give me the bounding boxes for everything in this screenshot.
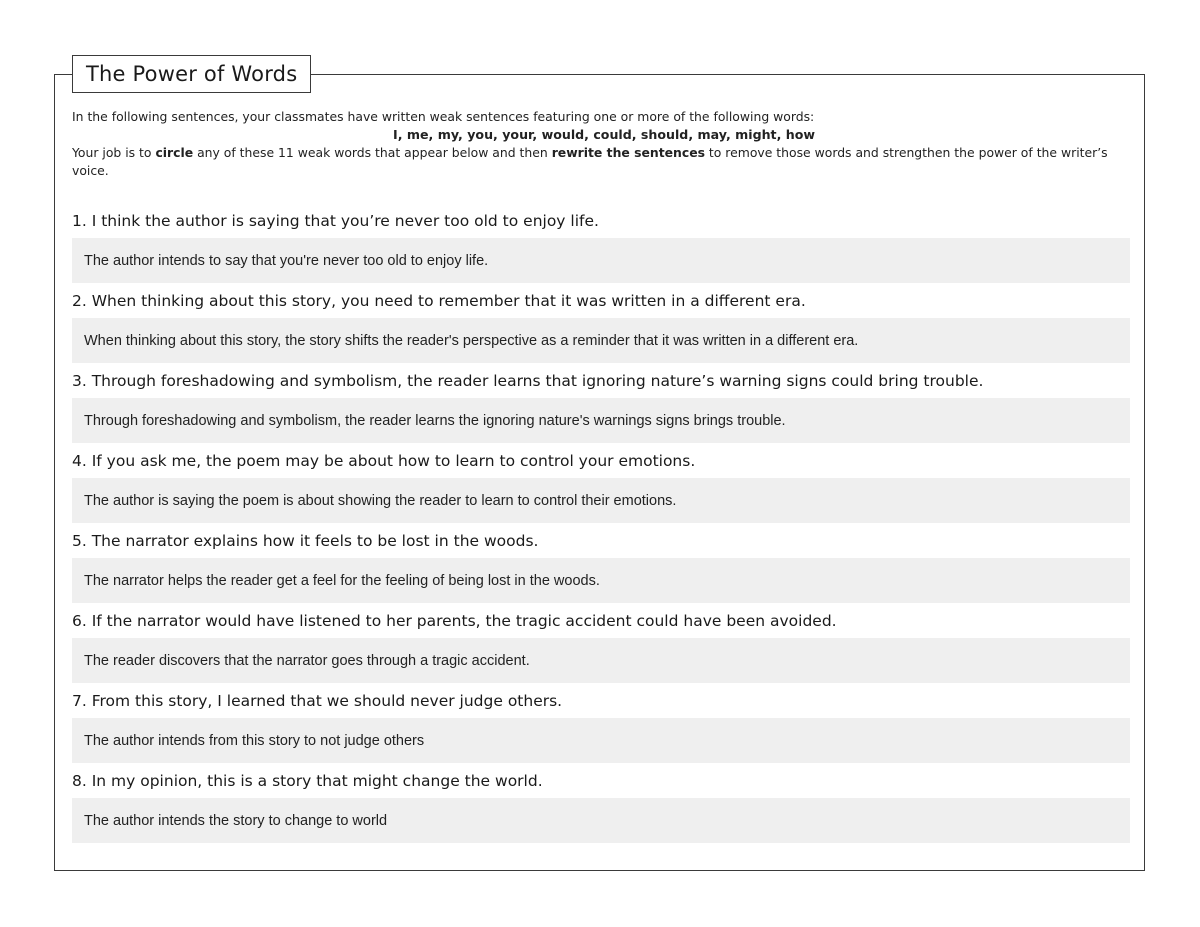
question-item-1 [72,210,1130,283]
question-prompt: 2. When thinking about this story, you need to remember that it was written in a different era. [72,292,806,310]
worksheet-title-text: The Power of Words [86,62,298,86]
answer-field[interactable]: The author is saying the poem is about showing the reader to learn to control their emotions. [72,478,1130,523]
question-item-2 [72,290,1130,363]
question-prompt: 3. Through foreshadowing and symbolism, the reader learns that ignoring nature’s warning signs could bring trouble. [72,372,984,390]
answer-field[interactable]: When thinking about this story, the story shifts the reader's perspective as a reminder that it was written in a different era. [72,318,1130,363]
task-text-3: to remove those words and strengthen the power of the writer’s voice. [72,145,1108,178]
question-item-8 [72,770,1130,843]
question-item-6 [72,610,1130,683]
weak-words-list: I, me, my, you, your, would, could, should, may, might, how [393,127,815,142]
question-item-7 [72,690,1130,763]
answer-field[interactable]: The author intends from this story to not judge others [72,718,1130,763]
task-bold-circle: circle [155,145,194,160]
answer-field[interactable]: The narrator helps the reader get a feel for the feeling of being lost in the woods. [72,558,1130,603]
answer-field[interactable]: The author intends the story to change to world [72,798,1130,843]
question-item-3 [72,370,1130,443]
question-prompt: 6. If the narrator would have listened to her parents, the tragic accident could have been avoided. [72,612,837,630]
worksheet-title [72,55,311,93]
task-text-1: Your job is to [72,145,156,160]
instructions-intro: In the following sentences, your classmates have written weak sentences featuring one or more of the following words: [72,109,815,124]
question-prompt: 1. I think the author is saying that you’re never too old to enjoy life. [72,212,599,230]
instructions [72,108,1136,180]
task-bold-rewrite: rewrite the sentences [551,145,705,160]
questions-list [72,210,1130,850]
question-prompt: 7. From this story, I learned that we should never judge others. [72,692,563,710]
question-prompt: 4. If you ask me, the poem may be about how to learn to control your emotions. [72,452,696,470]
answer-field[interactable]: The author intends to say that you're never too old to enjoy life. [72,238,1130,283]
instructions-task [72,144,1136,180]
answer-field[interactable]: The reader discovers that the narrator goes through a tragic accident. [72,638,1130,683]
question-prompt: 8. In my opinion, this is a story that might change the world. [72,772,543,790]
answer-field[interactable]: Through foreshadowing and symbolism, the reader learns the ignoring nature's warnings signs brings trouble. [72,398,1130,443]
question-item-4 [72,450,1130,523]
task-text-2: any of these 11 weak words that appear below and then [193,145,552,160]
question-prompt: 5. The narrator explains how it feels to be lost in the woods. [72,532,539,550]
question-item-5 [72,530,1130,603]
